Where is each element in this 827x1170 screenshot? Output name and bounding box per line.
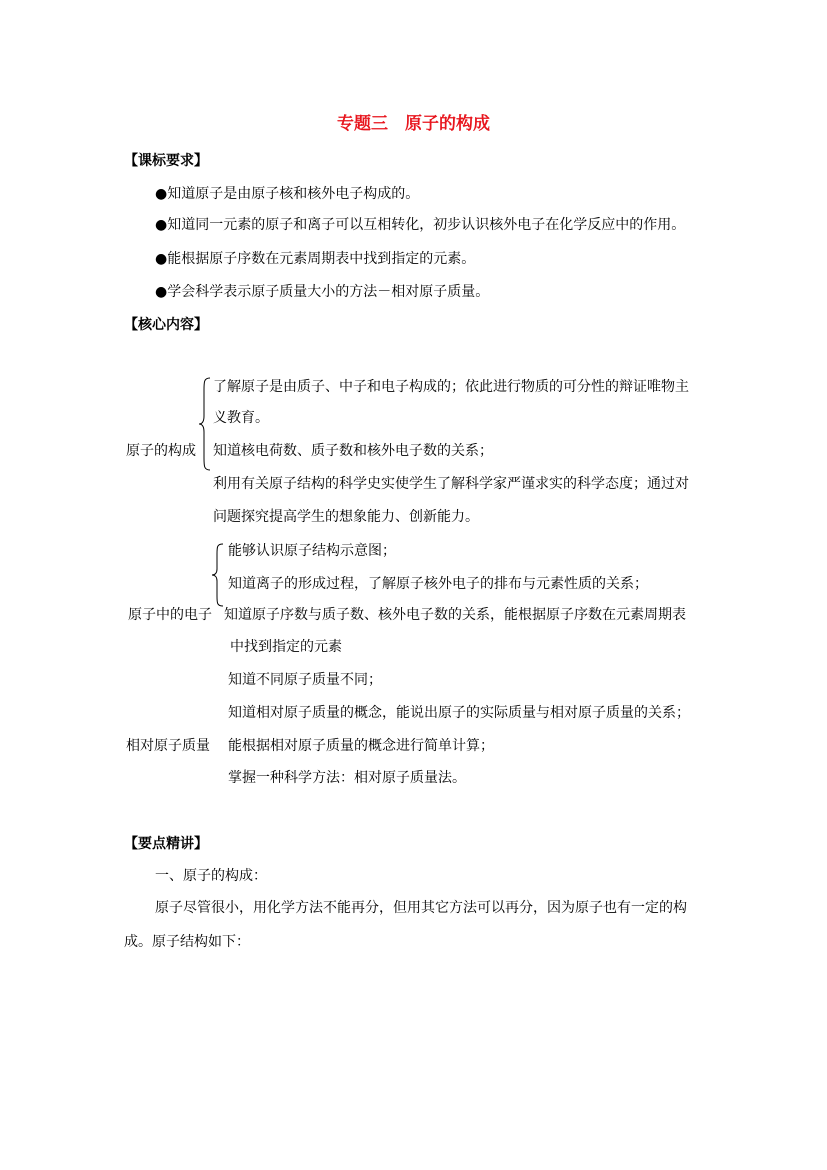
core-group-label: 相对原子质量 — [126, 738, 210, 754]
core-line: 了解原子是由质子、中子和电子构成的；依此进行物质的可分性的辩证唯物主 — [213, 379, 689, 395]
core-line: 问题探究提高学生的想象能力、创新能力。 — [213, 509, 479, 525]
section-heading-core: 【核心内容】 — [124, 317, 208, 333]
curriculum-item: ●知道原子是由原子核和核外电子构成的。 — [155, 186, 420, 202]
core-line: 掌握一种科学方法：相对原子质量法。 — [228, 770, 466, 786]
core-line: 中找到指定的元素 — [230, 639, 342, 655]
core-line: 知道相对原子质量的概念，能说出原子的实际质量与相对原子质量的关系； — [228, 705, 690, 721]
key-points-paragraph: 原子尽管很小，用化学方法不能再分，但用其它方法可以再分，因为原子也有一定的构 — [155, 900, 687, 916]
core-line: 能根据相对原子质量的概念进行简单计算； — [228, 738, 494, 754]
core-line: 利用有关原子结构的科学史实使学生了解科学家严谨求实的科学态度；通过对 — [213, 476, 689, 492]
curriculum-item: ●知道同一元素的原子和离子可以互相转化，初步认识核外电子在化学反应中的作用。 — [155, 217, 686, 233]
core-group-label: 原子中的电子 — [128, 607, 212, 623]
key-points-subheading: 一、原子的构成： — [155, 868, 267, 884]
curriculum-item: ●学会科学表示原子质量大小的方法－相对原子质量。 — [155, 284, 490, 300]
core-line: 知道离子的形成过程，了解原子核外电子的排布与元素性质的关系； — [228, 576, 648, 592]
core-line: 知道不同原子质量不同； — [228, 672, 382, 688]
key-points-paragraph: 成。原子结构如下： — [124, 934, 250, 950]
core-line: 知道核电荷数、质子数和核外电子数的关系； — [213, 443, 493, 459]
curriculum-item: ●能根据原子序数在元素周期表中找到指定的元素。 — [155, 251, 476, 267]
core-line: 义教育。 — [213, 410, 269, 426]
core-group-label: 原子的构成 — [126, 443, 196, 459]
left-brace-icon — [211, 542, 225, 608]
page-title: 专题三 原子的构成 — [337, 114, 490, 134]
core-line: 能够认识原子结构示意图； — [228, 543, 396, 559]
left-brace-icon — [198, 376, 212, 472]
section-heading-key-points: 【要点精讲】 — [124, 836, 208, 852]
core-line: 知道原子序数与质子数、核外电子数的关系，能根据原子序数在元素周期表 — [224, 607, 686, 623]
section-heading-curriculum: 【课标要求】 — [124, 153, 208, 169]
